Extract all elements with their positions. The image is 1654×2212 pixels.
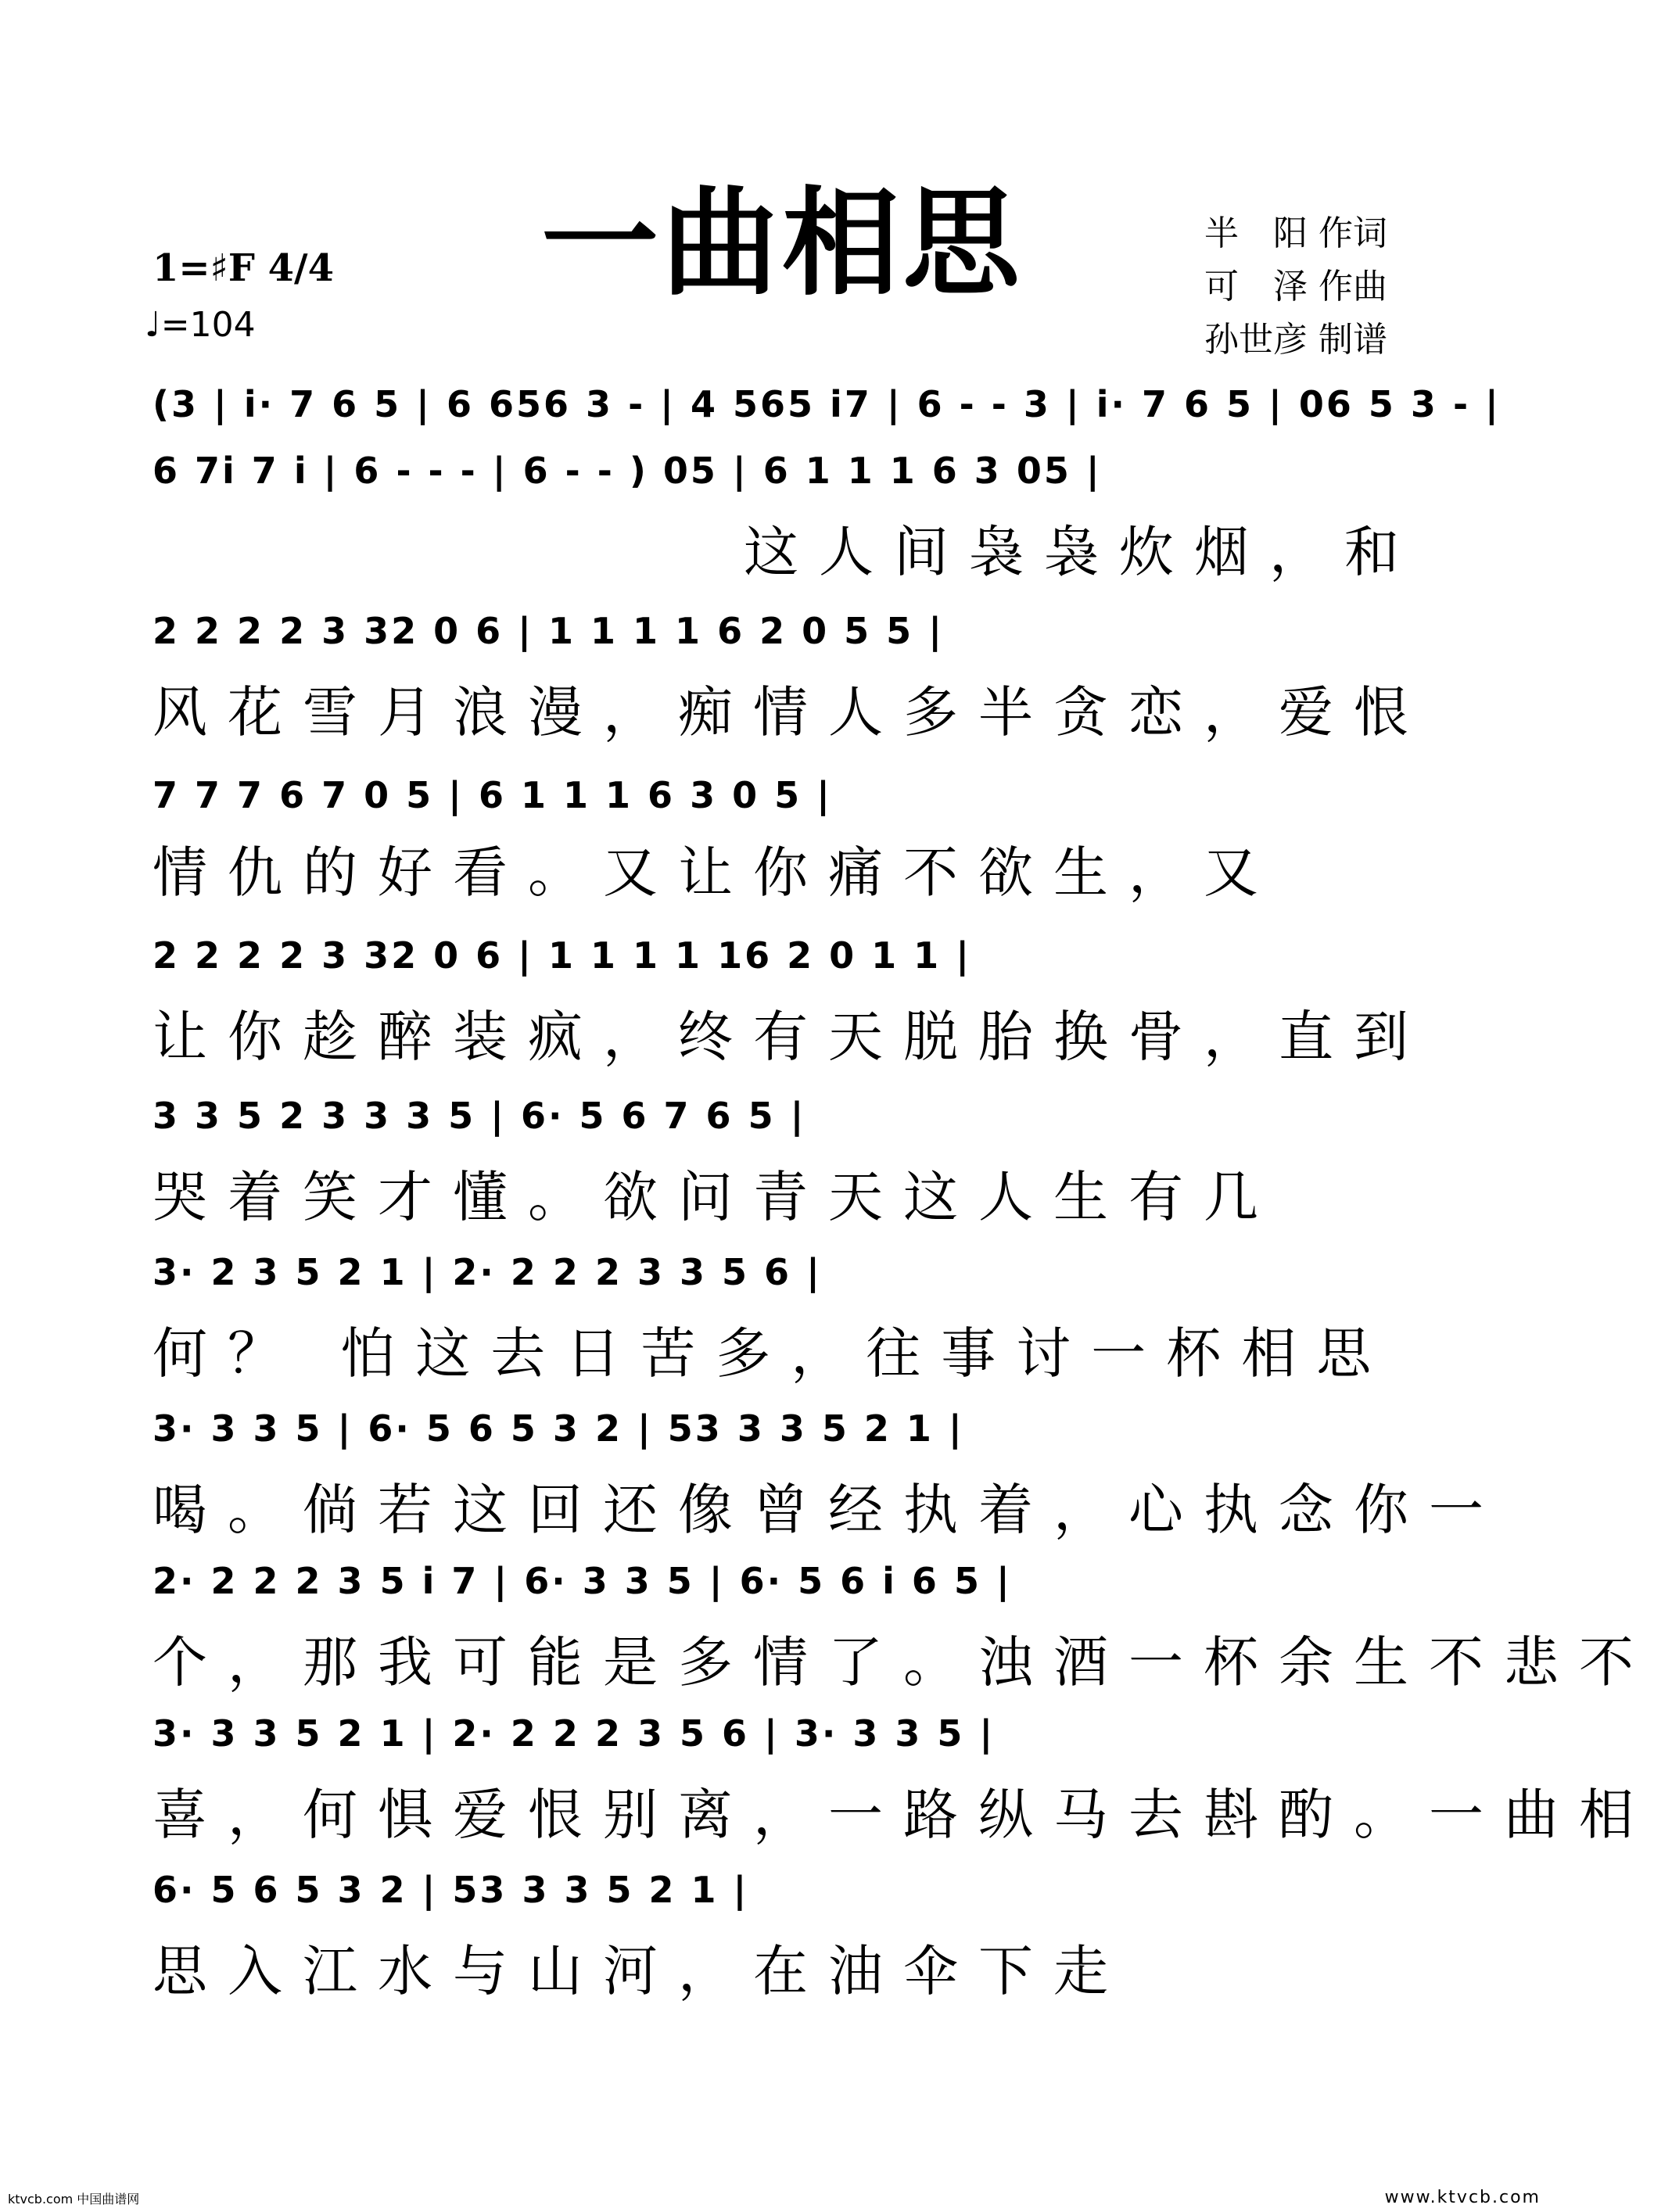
lyric-line-4: 让你趁醉装疯，终有天脱胎换骨，直到	[152, 1005, 1429, 1069]
footer-watermark-left: ktvcb.com 中国曲谱网	[8, 2192, 140, 2207]
lyricist-credit: 半 阳 作词	[1204, 213, 1387, 253]
notation-line-6: 3 3 5 2 3 3 3 5 | 6· 5 6 7 6 5 |	[152, 1095, 806, 1137]
lyric-line-9: 喜，何惧爱恨别离，一路纵马去斟酌。一曲相	[152, 1783, 1654, 1847]
key-signature: 1=♯F 4/4	[152, 246, 334, 290]
notation-line-8: 3· 3 3 5 | 6· 5 6 5 3 2 | 53 3 3 5 2 1 |	[152, 1407, 964, 1450]
notation-line-2: 6 7i 7 i | 6 - - - | 6 - - ) 05 | 6 1 1 1 6 3 05 |	[152, 450, 1102, 492]
notation-line-7: 3· 2 3 5 2 1 | 2· 2 2 2 3 3 5 6 |	[152, 1251, 822, 1293]
lyric-line-3: 情仇的好看。又让你痛不欲生，又	[152, 841, 1279, 905]
notation-line-3: 2 2 2 2 3 32 0 6 | 1 1 1 1 6 2 0 5 5 |	[152, 610, 944, 652]
composer-credit: 可 泽 作曲	[1204, 267, 1387, 307]
lyric-line-2: 风花雪月浪漫，痴情人多半贪恋，爱恨	[152, 680, 1429, 744]
notation-line-4: 7 7 7 6 7 0 5 | 6 1 1 1 6 3 0 5 |	[152, 774, 832, 816]
footer-watermark-right: www.ktvcb.com	[1384, 2188, 1541, 2207]
lyric-line-7: 喝。倘若这回还像曾经执着，心执念你一	[152, 1478, 1504, 1542]
arranger-credit: 孙世彦 制谱	[1204, 320, 1387, 360]
notation-line-11: 6· 5 6 5 3 2 | 53 3 3 5 2 1 |	[152, 1869, 749, 1911]
lyric-line-1: 这人间袅袅炊烟，和	[744, 520, 1419, 584]
notation-line-1: (3 | i· 7 6 5 | 6 656 3 - | 4 565 i7 | 6 - - 3 | i· 7 6 5 | 06 5 3 - |	[152, 383, 1501, 425]
lyric-line-8: 个，那我可能是多情了。浊酒一杯余生不悲不	[152, 1630, 1654, 1694]
notation-line-9: 2· 2 2 2 3 5 i 7 | 6· 3 3 5 | 6· 5 6 i 6 5 |	[152, 1560, 1012, 1602]
lyric-line-5: 哭着笑才懂。欲问青天这人生有几	[152, 1165, 1279, 1229]
lyric-line-10: 思入江水与山河，在油伞下走	[152, 1939, 1128, 2003]
song-title: 一曲相思	[540, 174, 1023, 312]
lyric-line-6: 何？ 怕这去日苦多，往事讨一杯相思	[152, 1321, 1392, 1386]
notation-line-5: 2 2 2 2 3 32 0 6 | 1 1 1 1 16 2 0 1 1 |	[152, 934, 971, 977]
credits	[1204, 207, 1387, 367]
notation-line-10: 3· 3 3 5 2 1 | 2· 2 2 2 3 5 6 | 3· 3 3 5 |	[152, 1712, 996, 1755]
tempo-marking: ♩=104	[145, 305, 256, 345]
